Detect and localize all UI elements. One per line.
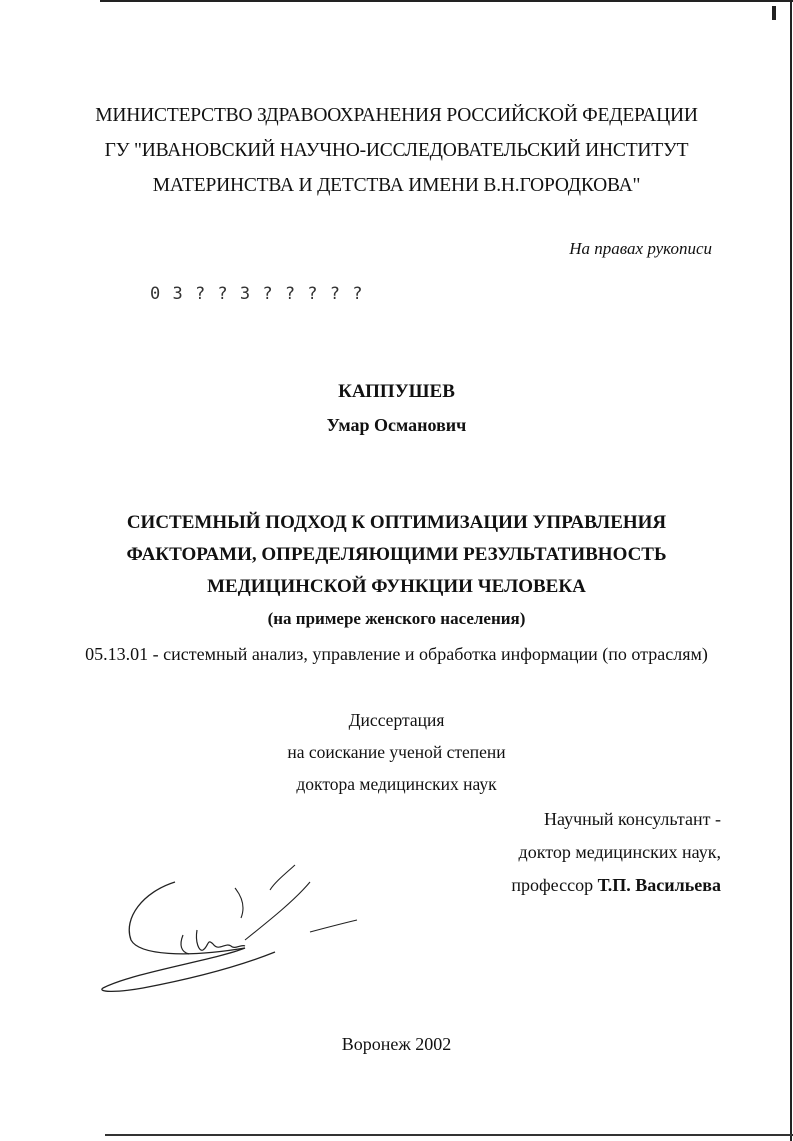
- institute-heading-line2: МАТЕРИНСТВА И ДЕТСТВА ИМЕНИ В.Н.ГОРОДКОВА": [152, 175, 641, 196]
- author-surname: КАППУШЕВ: [338, 381, 455, 402]
- signature-flourish-1: [235, 888, 243, 918]
- scan-mark: [772, 6, 776, 20]
- signature-letter-2: [196, 930, 245, 950]
- degree-field: доктора медицинских наук: [296, 774, 497, 794]
- scan-edge-bottom: [105, 1134, 793, 1136]
- title-line2: ФАКТОРАМИ, ОПРЕДЕЛЯЮЩИМИ РЕЗУЛЬТАТИВНОСТЬ: [126, 544, 667, 565]
- title-line3: МЕДИЦИНСКОЙ ФУНКЦИИ ЧЕЛОВЕКА: [207, 576, 586, 597]
- signature-letter-1: [181, 935, 189, 954]
- scan-edge-top: [100, 0, 793, 2]
- title-subtitle: (на примере женского населения): [267, 609, 526, 628]
- signature-flourish-3: [245, 882, 310, 940]
- manuscript-note: На правах рукописи: [569, 239, 712, 258]
- degree-purpose: на соискание ученой степени: [287, 742, 506, 762]
- degree-type: Диссертация: [348, 710, 445, 730]
- ministry-heading: МИНИСТЕРСТВО ЗДРАВООХРАНЕНИЯ РОССИЙСКОЙ ФЕДЕРАЦИИ: [95, 105, 698, 126]
- consultant-rank: профессор: [511, 875, 598, 895]
- signature-stroke-upper: [129, 882, 245, 954]
- registration-stamp: 0 3 ? ? 3 ? ? ? ? ?: [150, 284, 364, 304]
- author-given-names: Умар Османович: [326, 415, 467, 435]
- consultant-label: Научный консультант -: [544, 809, 721, 829]
- specialty-code: 05.13.01 - системный анализ, управление и обработка информации (по отраслям): [85, 644, 708, 664]
- signature-flourish-2: [270, 865, 295, 890]
- consultant-name: Т.П. Васильева: [597, 875, 721, 895]
- signature: [95, 860, 375, 1000]
- title-line1: СИСТЕМНЫЙ ПОДХОД К ОПТИМИЗАЦИИ УПРАВЛЕНИЯ: [126, 512, 667, 533]
- signature-dash: [310, 920, 357, 932]
- institute-heading-line1: ГУ "ИВАНОВСКИЙ НАУЧНО-ИССЛЕДОВАТЕЛЬСКИЙ ИНСТИТУТ: [104, 140, 689, 161]
- consultant-title: [511, 873, 721, 897]
- scan-edge-right: [790, 0, 792, 1141]
- signature-stroke-lower: [102, 948, 275, 991]
- consultant-degree: доктор медицинских наук,: [518, 842, 721, 862]
- city-year: Воронеж 2002: [341, 1034, 452, 1054]
